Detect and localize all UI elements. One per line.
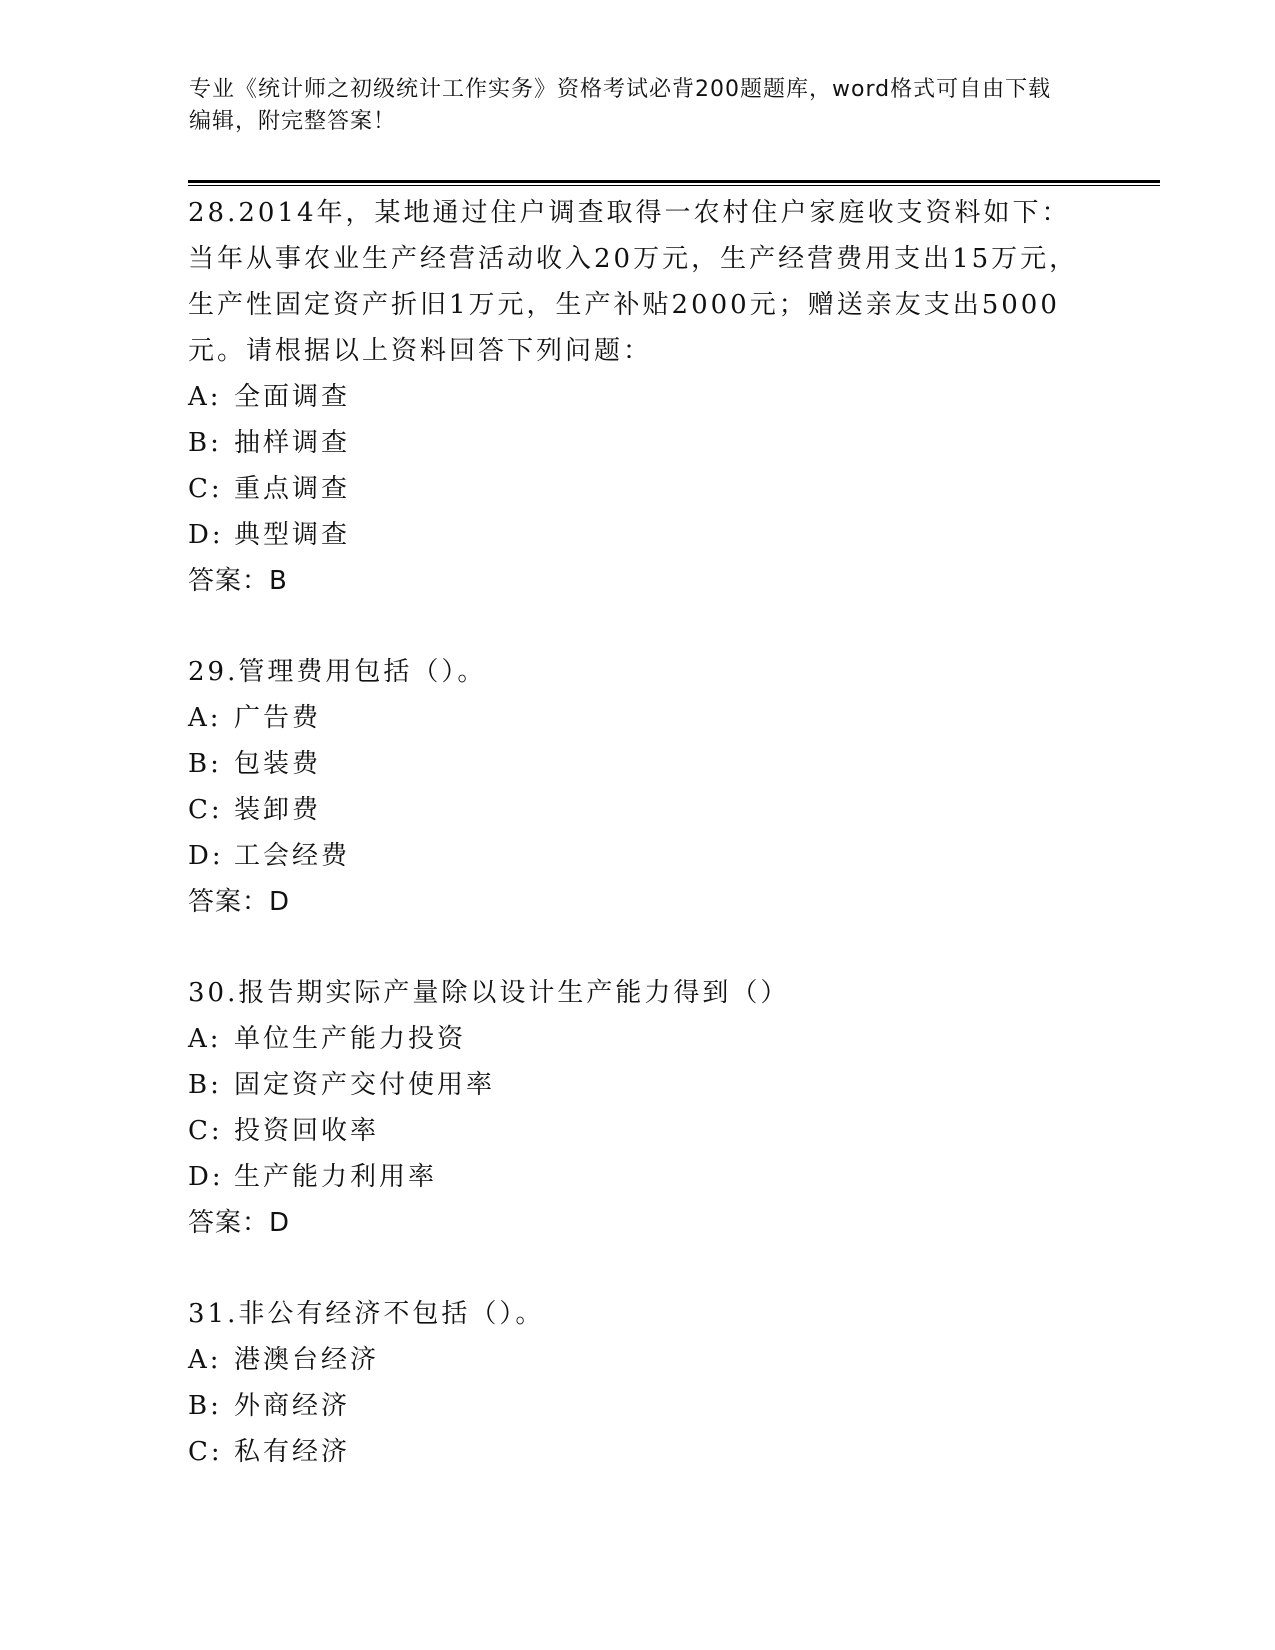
question-28 [188, 190, 1088, 604]
option-text: 工会经费 [234, 841, 351, 871]
question-list [188, 190, 1088, 1520]
option-a [188, 1337, 1088, 1383]
header-rule-thin [188, 185, 1160, 186]
option-c [188, 466, 1088, 512]
option-a [188, 695, 1088, 741]
option-text: 投资回收率 [234, 1116, 380, 1146]
question-29 [188, 649, 1088, 925]
option-text: 港澳台经济 [234, 1345, 380, 1375]
option-b [188, 1062, 1088, 1108]
option-a [188, 1016, 1088, 1062]
question-30 [188, 970, 1088, 1246]
option-letter: D: [188, 1162, 224, 1192]
option-a [188, 374, 1088, 420]
option-text: 单位生产能力投资 [234, 1024, 467, 1054]
answer-line: 答案：D [188, 1208, 291, 1238]
option-letter: C: [188, 474, 223, 504]
option-letter: C: [188, 795, 223, 825]
option-c [188, 1429, 1088, 1475]
option-letter: B: [188, 1391, 222, 1421]
option-text: 固定资产交付使用率 [234, 1070, 496, 1100]
option-letter: B: [188, 428, 222, 458]
answer-line: 答案：B [188, 566, 288, 596]
option-letter: D: [188, 520, 224, 550]
option-b [188, 741, 1088, 787]
option-d [188, 512, 1088, 558]
question-31 [188, 1291, 1088, 1475]
option-text: 私有经济 [234, 1437, 351, 1467]
option-text: 外商经济 [234, 1391, 351, 1421]
option-letter: C: [188, 1437, 223, 1467]
option-letter: B: [188, 1070, 222, 1100]
option-letter: A: [188, 1345, 222, 1375]
option-letter: B: [188, 749, 222, 779]
question-stem: 28.2014年，某地通过住户调查取得一农村住户家庭收支资料如下：当年从事农业生产经营活动收入20万元，生产经营费用支出15万元，生产性固定资产折旧1万元，生产补贴2000元；赠送亲友支出5000元。请根据以上资料回答下列问题： [188, 198, 1079, 366]
option-letter: C: [188, 1116, 223, 1146]
option-text: 全面调查 [234, 382, 351, 412]
question-stem: 30.报告期实际产量除以设计生产能力得到（） [188, 978, 790, 1008]
option-letter: A: [188, 382, 222, 412]
option-d [188, 833, 1088, 879]
option-text: 广告费 [234, 703, 322, 733]
answer-line: 答案：D [188, 887, 291, 917]
header-rule-thick [188, 180, 1160, 183]
option-text: 抽样调查 [234, 428, 351, 458]
option-b [188, 1383, 1088, 1429]
option-text: 包装费 [234, 749, 322, 779]
option-letter: A: [188, 703, 222, 733]
option-c [188, 1108, 1088, 1154]
option-letter: D: [188, 841, 224, 871]
question-stem: 31.非公有经济不包括（）。 [188, 1299, 545, 1329]
option-c [188, 787, 1088, 833]
option-b [188, 420, 1088, 466]
option-d [188, 1154, 1088, 1200]
option-text: 典型调查 [234, 520, 351, 550]
option-text: 装卸费 [234, 795, 322, 825]
document-header: 专业《统计师之初级统计工作实务》资格考试必背200题题库，word格式可自由下载编辑，附完整答案！ [189, 77, 1052, 134]
option-text: 生产能力利用率 [234, 1162, 438, 1192]
question-stem: 29.管理费用包括（）。 [188, 657, 487, 687]
option-text: 重点调查 [234, 474, 351, 504]
option-letter: A: [188, 1024, 222, 1054]
